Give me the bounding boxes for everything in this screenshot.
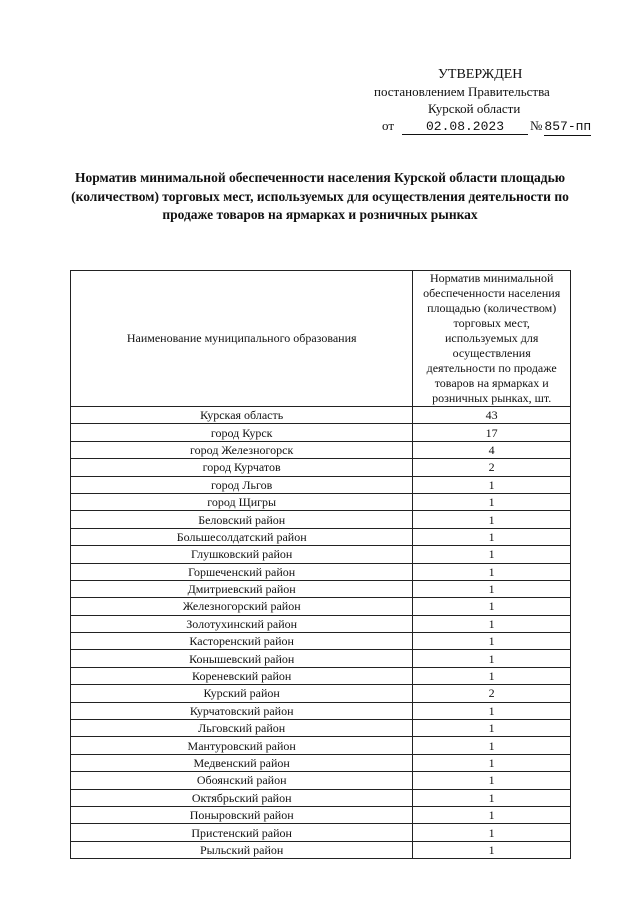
table-row <box>71 633 571 650</box>
table-row <box>71 667 571 684</box>
municipality-name: Золотухинский район <box>71 615 413 632</box>
table-row <box>71 824 571 841</box>
number-sign: № <box>530 118 543 133</box>
table-row <box>71 841 571 858</box>
municipality-name: Беловский район <box>71 511 413 528</box>
approval-block <box>360 66 600 136</box>
norm-table <box>70 270 571 859</box>
norm-value: 1 <box>413 841 571 858</box>
table-row <box>71 772 571 789</box>
norm-value: 1 <box>413 806 571 823</box>
table-row <box>71 789 571 806</box>
municipality-name: Большесолдатский район <box>71 528 413 545</box>
norm-value: 1 <box>413 772 571 789</box>
table-row <box>71 702 571 719</box>
municipality-name: Курская область <box>71 407 413 424</box>
municipality-name: Обоянский район <box>71 772 413 789</box>
norm-value: 1 <box>413 789 571 806</box>
municipality-name: Курский район <box>71 685 413 702</box>
municipality-name: Кореневский район <box>71 667 413 684</box>
table-row <box>71 546 571 563</box>
municipality-name: Пристенский район <box>71 824 413 841</box>
approval-issuer: постановлением Правительства <box>374 84 550 99</box>
header-norm: Норматив минимальной обеспеченности населения площадью (количеством) торговых мест, используемых для осуществления деятельности по продаже товаров на ярмарках и розничных рынках, шт. <box>413 271 571 407</box>
municipality-name: Дмитриевский район <box>71 580 413 597</box>
norm-value: 1 <box>413 598 571 615</box>
table-body <box>71 407 571 859</box>
municipality-name: Рыльский район <box>71 841 413 858</box>
table-row <box>71 459 571 476</box>
municipality-name: город Курчатов <box>71 459 413 476</box>
table-row <box>71 476 571 493</box>
norm-value: 2 <box>413 685 571 702</box>
table-row <box>71 598 571 615</box>
approval-region: Курской области <box>428 101 521 116</box>
norm-value: 1 <box>413 563 571 580</box>
table-row <box>71 580 571 597</box>
municipality-name: Медвенский район <box>71 754 413 771</box>
header-municipality: Наименование муниципального образования <box>71 271 413 407</box>
norm-value: 1 <box>413 633 571 650</box>
municipality-name: Октябрьский район <box>71 789 413 806</box>
approval-date: 02.08.2023 <box>402 119 528 135</box>
table-row <box>71 511 571 528</box>
approval-date-line <box>360 117 600 136</box>
table-header-row <box>71 271 571 407</box>
municipality-name: Курчатовский район <box>71 702 413 719</box>
norm-value: 1 <box>413 650 571 667</box>
municipality-name: город Льгов <box>71 476 413 493</box>
municipality-name: Горшеченский район <box>71 563 413 580</box>
norm-value: 1 <box>413 702 571 719</box>
municipality-name: Льговский район <box>71 720 413 737</box>
municipality-name: Касторенский район <box>71 633 413 650</box>
municipality-name: город Курск <box>71 424 413 441</box>
norm-value: 1 <box>413 546 571 563</box>
municipality-name: Мантуровский район <box>71 737 413 754</box>
table-row <box>71 424 571 441</box>
norm-value: 1 <box>413 615 571 632</box>
municipality-name: Конышевский район <box>71 650 413 667</box>
norm-value: 43 <box>413 407 571 424</box>
table-row <box>71 754 571 771</box>
norm-value: 1 <box>413 528 571 545</box>
norm-value: 2 <box>413 459 571 476</box>
municipality-name: Глушковский район <box>71 546 413 563</box>
approval-heading: УТВЕРЖДЕН <box>438 67 523 82</box>
table-row <box>71 615 571 632</box>
norm-value: 1 <box>413 720 571 737</box>
document-title: Норматив минимальной обеспеченности населения Курской области площадью (количеством) торговых мест, используемых для осуществления деятельности по продаже товаров на ярмарках и розничных рынках <box>71 170 569 222</box>
table-row <box>71 563 571 580</box>
table-row <box>71 407 571 424</box>
table-row <box>71 685 571 702</box>
table-row <box>71 737 571 754</box>
table-row <box>71 493 571 510</box>
norm-value: 1 <box>413 824 571 841</box>
norm-value: 1 <box>413 667 571 684</box>
norm-value: 1 <box>413 476 571 493</box>
municipality-name: Поныровский район <box>71 806 413 823</box>
municipality-name: город Щигры <box>71 493 413 510</box>
norm-value: 1 <box>413 754 571 771</box>
norm-value: 1 <box>413 737 571 754</box>
approval-number: 857-пп <box>544 119 592 134</box>
municipality-name: Железногорский район <box>71 598 413 615</box>
norm-value: 4 <box>413 441 571 458</box>
municipality-name: город Железногорск <box>71 441 413 458</box>
from-label: от <box>382 118 395 133</box>
table-row <box>71 650 571 667</box>
norm-value: 17 <box>413 424 571 441</box>
table-row <box>71 806 571 823</box>
norm-value: 1 <box>413 493 571 510</box>
table-row <box>71 720 571 737</box>
norm-value: 1 <box>413 580 571 597</box>
table-row <box>71 441 571 458</box>
table-row <box>71 528 571 545</box>
norm-value: 1 <box>413 511 571 528</box>
